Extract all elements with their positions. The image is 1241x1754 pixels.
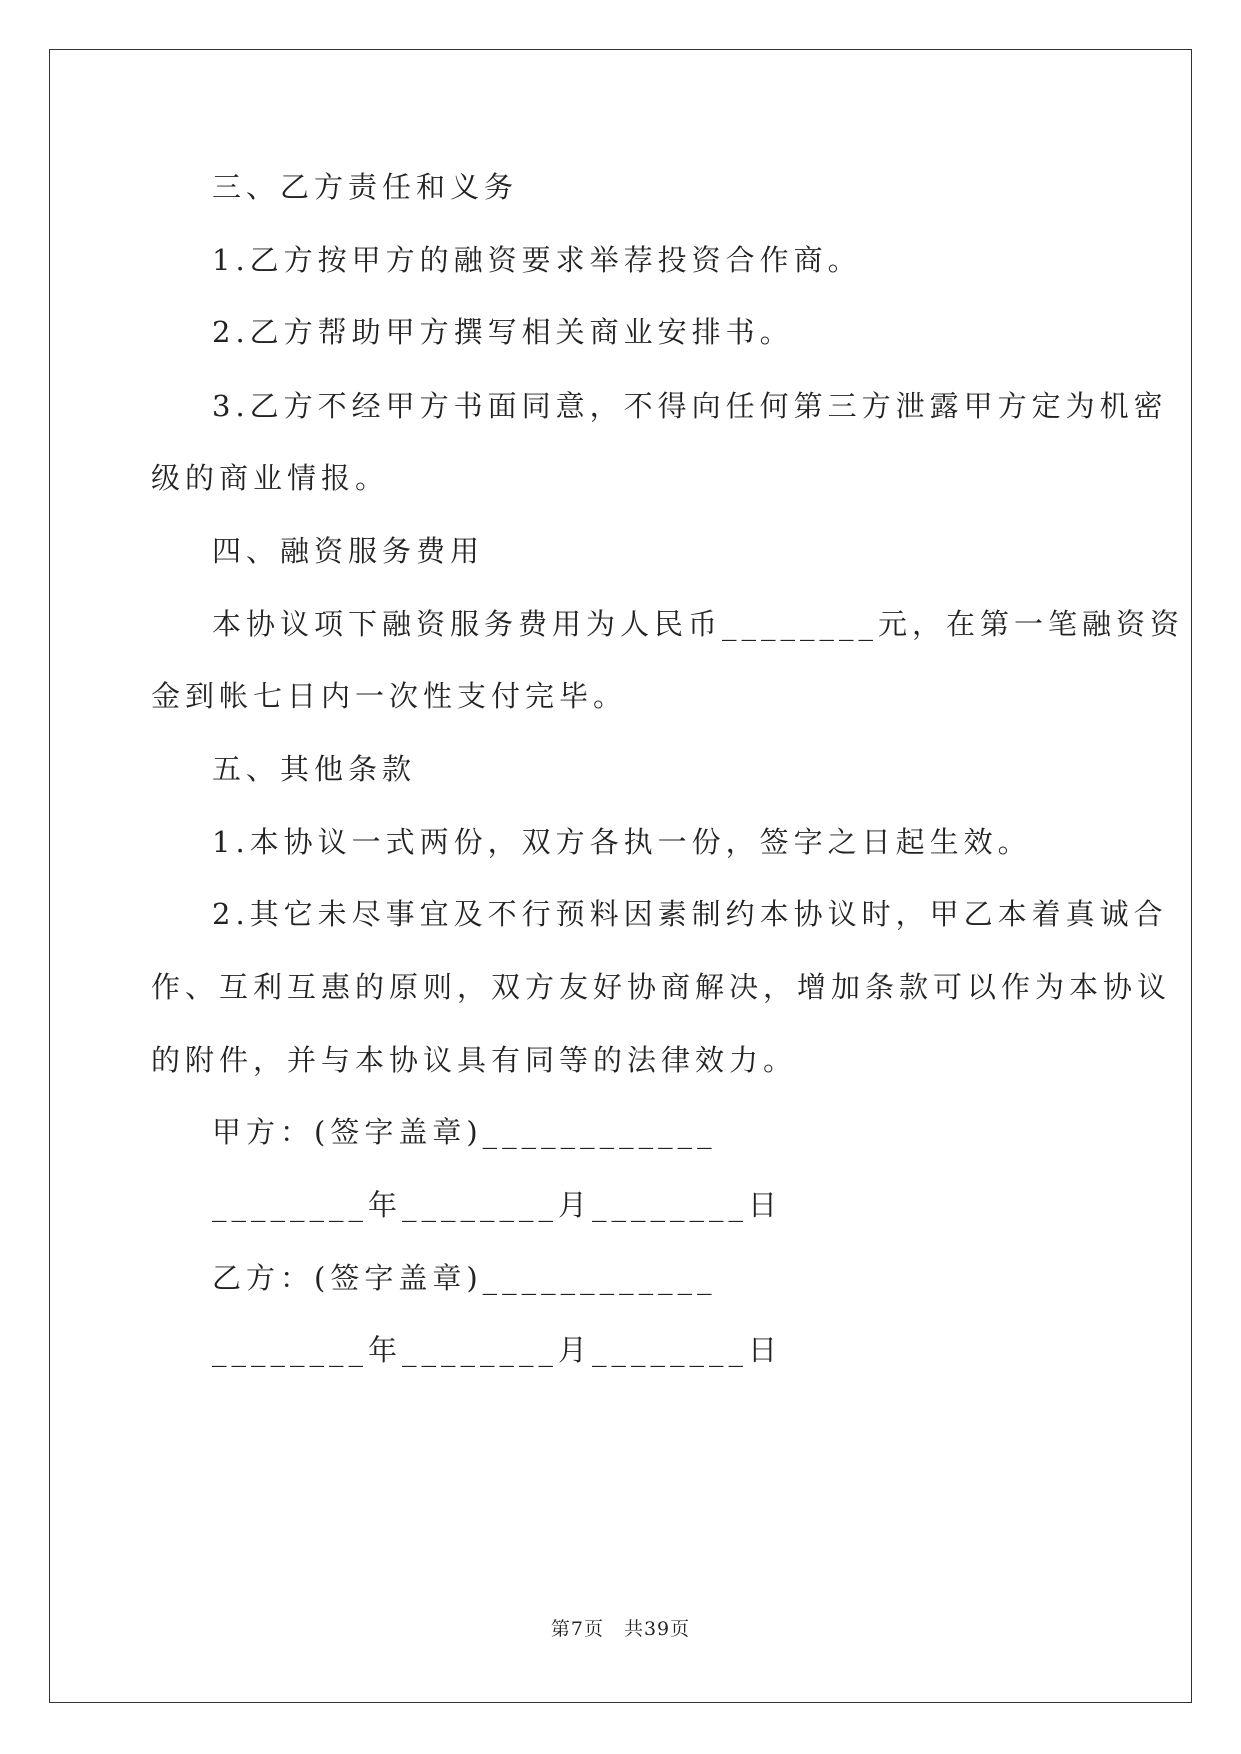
paragraph-3-3-line-1: 3.乙方不经甲方书面同意，不得向任何第三方泄露甲方定为机密 xyxy=(212,389,1168,423)
total-page-count: 共39页 xyxy=(623,1618,691,1640)
paragraph-3-3-line-2: 级的商业情报。 xyxy=(151,461,390,495)
page-border xyxy=(49,49,1192,1703)
section-heading-5: 五、其他条款 xyxy=(212,752,417,786)
party-a-signature: 甲方：(签字盖章)____________ xyxy=(212,1115,717,1149)
party-b-date: ________年________月________日 xyxy=(212,1333,783,1367)
current-page-number: 第7页 xyxy=(550,1618,604,1640)
paragraph-3-1: 1.乙方按甲方的融资要求举荐投资合作商。 xyxy=(212,243,862,277)
page-footer xyxy=(0,1614,1241,1641)
party-b-signature: 乙方：(签字盖章)____________ xyxy=(212,1261,717,1295)
paragraph-4-line-2: 金到帐七日内一次性支付完毕。 xyxy=(151,679,628,713)
section-heading-4: 四、融资服务费用 xyxy=(212,534,485,568)
paragraph-5-1: 1.本协议一式两份，双方各执一份，签字之日起生效。 xyxy=(212,825,1032,859)
paragraph-3-2: 2.乙方帮助甲方撰写相关商业安排书。 xyxy=(212,315,794,349)
paragraph-4-line-1: 本协议项下融资服务费用为人民币________元，在第一笔融资资 xyxy=(212,607,1185,641)
paragraph-5-2-line-3: 的附件，并与本协议具有同等的法律效力。 xyxy=(151,1043,798,1077)
paragraph-5-2-line-1: 2.其它未尽事宜及不行预料因素制约本协议时，甲乙本着真诚合 xyxy=(212,897,1168,931)
party-a-date: ________年________月________日 xyxy=(212,1188,783,1222)
section-heading-3: 三、乙方责任和义务 xyxy=(212,170,519,204)
paragraph-5-2-line-2: 作、互利互惠的原则，双方友好协商解决，增加条款可以作为本协议 xyxy=(151,970,1172,1004)
